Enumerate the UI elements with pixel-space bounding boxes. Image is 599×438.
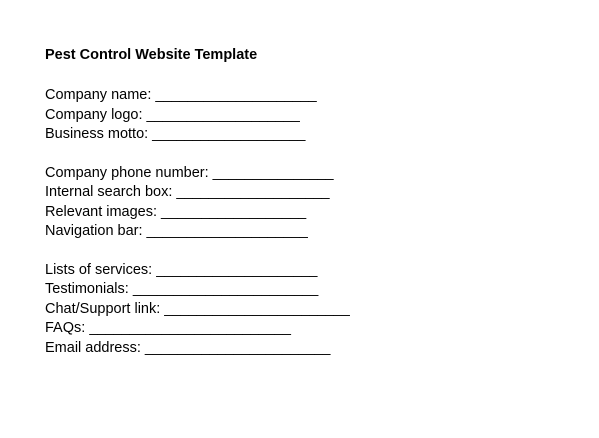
field-group-site-features [45, 164, 585, 242]
field-navigation-bar: Navigation bar: ____________________ [45, 223, 308, 239]
field-company-phone: Company phone number: _______________ [45, 164, 334, 181]
field-internal-search-box: Internal search box: ___________________ [45, 184, 330, 200]
field-lists-of-services: Lists of services: ____________________ [45, 261, 318, 278]
field-business-motto: Business motto: ___________________ [45, 126, 306, 142]
field-testimonials: Testimonials: _______________________ [45, 281, 319, 297]
document-page [45, 46, 585, 377]
field-chat-support-link: Chat/Support link: _______________________ [45, 300, 350, 317]
field-group-company [45, 86, 585, 145]
field-group-content [45, 261, 585, 359]
field-faqs: FAQs: _________________________ [45, 320, 291, 336]
field-company-name: Company name: ____________________ [45, 87, 317, 103]
field-email-address: Email address: _______________________ [45, 339, 331, 356]
field-relevant-images: Relevant images: __________________ [45, 203, 307, 220]
document-title: Pest Control Website Template [45, 47, 258, 63]
field-company-logo: Company logo: ___________________ [45, 106, 300, 123]
